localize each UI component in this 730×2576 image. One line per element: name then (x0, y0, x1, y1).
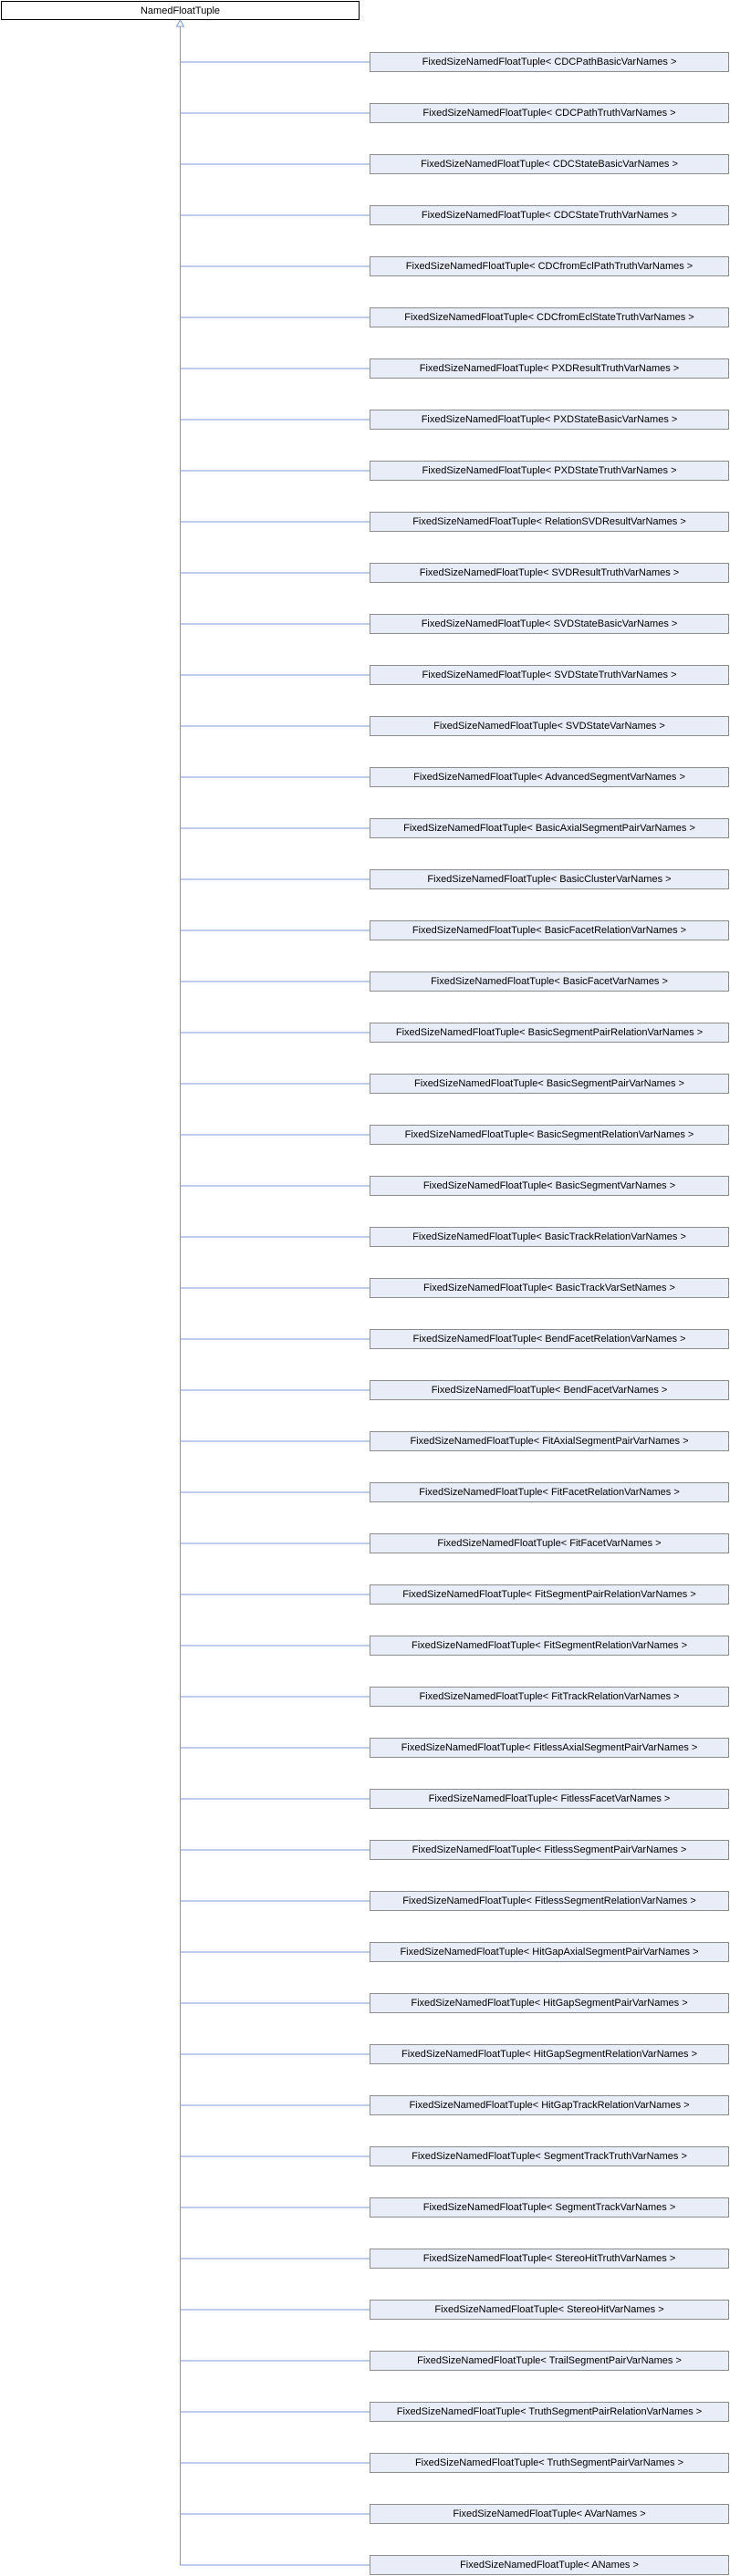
derived-class-node[interactable]: FixedSizeNamedFloatTuple< AVarNames > (370, 2504, 729, 2524)
derived-class-node[interactable]: FixedSizeNamedFloatTuple< BasicSegmentPairRelationVarNames > (370, 1023, 729, 1043)
derived-class-node[interactable]: FixedSizeNamedFloatTuple< TrailSegmentPairVarNames > (370, 2351, 729, 2371)
derived-class-node[interactable]: FixedSizeNamedFloatTuple< HitGapAxialSegmentPairVarNames > (370, 1942, 729, 1962)
derived-class-node[interactable]: FixedSizeNamedFloatTuple< BasicSegmentRelationVarNames > (370, 1125, 729, 1145)
derived-class-node[interactable]: FixedSizeNamedFloatTuple< FitSegmentPairRelationVarNames > (370, 1584, 729, 1605)
derived-class-node[interactable]: FixedSizeNamedFloatTuple< FitFacetRelationVarNames > (370, 1482, 729, 1502)
derived-class-node[interactable]: FixedSizeNamedFloatTuple< BasicSegmentPairVarNames > (370, 1074, 729, 1094)
derived-class-node[interactable]: FixedSizeNamedFloatTuple< BendFacetVarNames > (370, 1380, 729, 1400)
inheritance-arrowhead-icon (177, 20, 184, 26)
derived-class-node[interactable]: FixedSizeNamedFloatTuple< PXDResultTruthVarNames > (370, 358, 729, 379)
derived-class-node[interactable]: FixedSizeNamedFloatTuple< FitTrackRelationVarNames > (370, 1687, 729, 1707)
derived-class-node[interactable]: FixedSizeNamedFloatTuple< BasicClusterVarNames > (370, 869, 729, 889)
derived-class-node[interactable]: FixedSizeNamedFloatTuple< FitAxialSegmentPairVarNames > (370, 1431, 729, 1451)
derived-class-node[interactable]: FixedSizeNamedFloatTuple< CDCPathBasicVarNames > (370, 52, 729, 72)
derived-class-node[interactable]: FixedSizeNamedFloatTuple< BasicFacetRelationVarNames > (370, 920, 729, 940)
derived-class-node[interactable]: FixedSizeNamedFloatTuple< CDCStateTruthVarNames > (370, 205, 729, 225)
derived-class-node[interactable]: FixedSizeNamedFloatTuple< BasicSegmentVarNames > (370, 1176, 729, 1196)
derived-class-node[interactable]: FixedSizeNamedFloatTuple< BasicAxialSegmentPairVarNames > (370, 818, 729, 838)
root-class-node-named-float-tuple[interactable]: NamedFloatTuple (1, 1, 360, 20)
derived-class-node[interactable]: FixedSizeNamedFloatTuple< CDCfromEclPathTruthVarNames > (370, 256, 729, 276)
derived-class-node[interactable]: FixedSizeNamedFloatTuple< SVDStateVarNames > (370, 716, 729, 736)
derived-class-node[interactable]: FixedSizeNamedFloatTuple< CDCStateBasicVarNames > (370, 154, 729, 174)
derived-class-node[interactable]: FixedSizeNamedFloatTuple< FitlessAxialSegmentPairVarNames > (370, 1738, 729, 1758)
derived-class-node[interactable]: FixedSizeNamedFloatTuple< HitGapSegmentRelationVarNames > (370, 2044, 729, 2064)
derived-class-node[interactable]: FixedSizeNamedFloatTuple< ANames > (370, 2555, 729, 2575)
derived-class-node[interactable]: FixedSizeNamedFloatTuple< StereoHitTruthVarNames > (370, 2249, 729, 2269)
derived-class-node[interactable]: FixedSizeNamedFloatTuple< SegmentTrackTruthVarNames > (370, 2146, 729, 2166)
derived-class-node[interactable]: FixedSizeNamedFloatTuple< BasicTrackRelationVarNames > (370, 1227, 729, 1247)
derived-class-node[interactable]: FixedSizeNamedFloatTuple< BasicTrackVarSetNames > (370, 1278, 729, 1298)
derived-class-node[interactable]: FixedSizeNamedFloatTuple< TruthSegmentPairVarNames > (370, 2453, 729, 2473)
derived-class-node[interactable]: FixedSizeNamedFloatTuple< SVDStateTruthVarNames > (370, 665, 729, 685)
derived-class-node[interactable]: FixedSizeNamedFloatTuple< FitSegmentRelationVarNames > (370, 1636, 729, 1656)
derived-class-node[interactable]: FixedSizeNamedFloatTuple< CDCfromEclStateTruthVarNames > (370, 307, 729, 327)
derived-class-node[interactable]: FixedSizeNamedFloatTuple< SegmentTrackVarNames > (370, 2197, 729, 2218)
derived-class-node[interactable]: FixedSizeNamedFloatTuple< SVDResultTruthVarNames > (370, 563, 729, 583)
derived-class-node[interactable]: FixedSizeNamedFloatTuple< AdvancedSegmentVarNames > (370, 767, 729, 787)
derived-class-node[interactable]: FixedSizeNamedFloatTuple< BendFacetRelationVarNames > (370, 1329, 729, 1349)
derived-class-node[interactable]: FixedSizeNamedFloatTuple< SVDStateBasicVarNames > (370, 614, 729, 634)
derived-class-node[interactable]: FixedSizeNamedFloatTuple< FitlessSegmentPairVarNames > (370, 1840, 729, 1860)
derived-class-node[interactable]: FixedSizeNamedFloatTuple< PXDStateBasicVarNames > (370, 410, 729, 430)
derived-class-node[interactable]: FixedSizeNamedFloatTuple< CDCPathTruthVarNames > (370, 103, 729, 123)
derived-class-node[interactable]: FixedSizeNamedFloatTuple< HitGapSegmentPairVarNames > (370, 1993, 729, 2013)
derived-class-node[interactable]: FixedSizeNamedFloatTuple< StereoHitVarNames > (370, 2300, 729, 2320)
derived-class-node[interactable]: FixedSizeNamedFloatTuple< TruthSegmentPairRelationVarNames > (370, 2402, 729, 2422)
derived-class-node[interactable]: FixedSizeNamedFloatTuple< FitlessFacetVarNames > (370, 1789, 729, 1809)
derived-class-node[interactable]: FixedSizeNamedFloatTuple< HitGapTrackRelationVarNames > (370, 2095, 729, 2115)
derived-class-node[interactable]: FixedSizeNamedFloatTuple< BasicFacetVarNames > (370, 971, 729, 992)
derived-class-node[interactable]: FixedSizeNamedFloatTuple< FitlessSegmentRelationVarNames > (370, 1891, 729, 1911)
derived-class-node[interactable]: FixedSizeNamedFloatTuple< RelationSVDResultVarNames > (370, 512, 729, 532)
derived-class-node[interactable]: FixedSizeNamedFloatTuple< FitFacetVarNames > (370, 1533, 729, 1553)
derived-class-node[interactable]: FixedSizeNamedFloatTuple< PXDStateTruthVarNames > (370, 461, 729, 481)
